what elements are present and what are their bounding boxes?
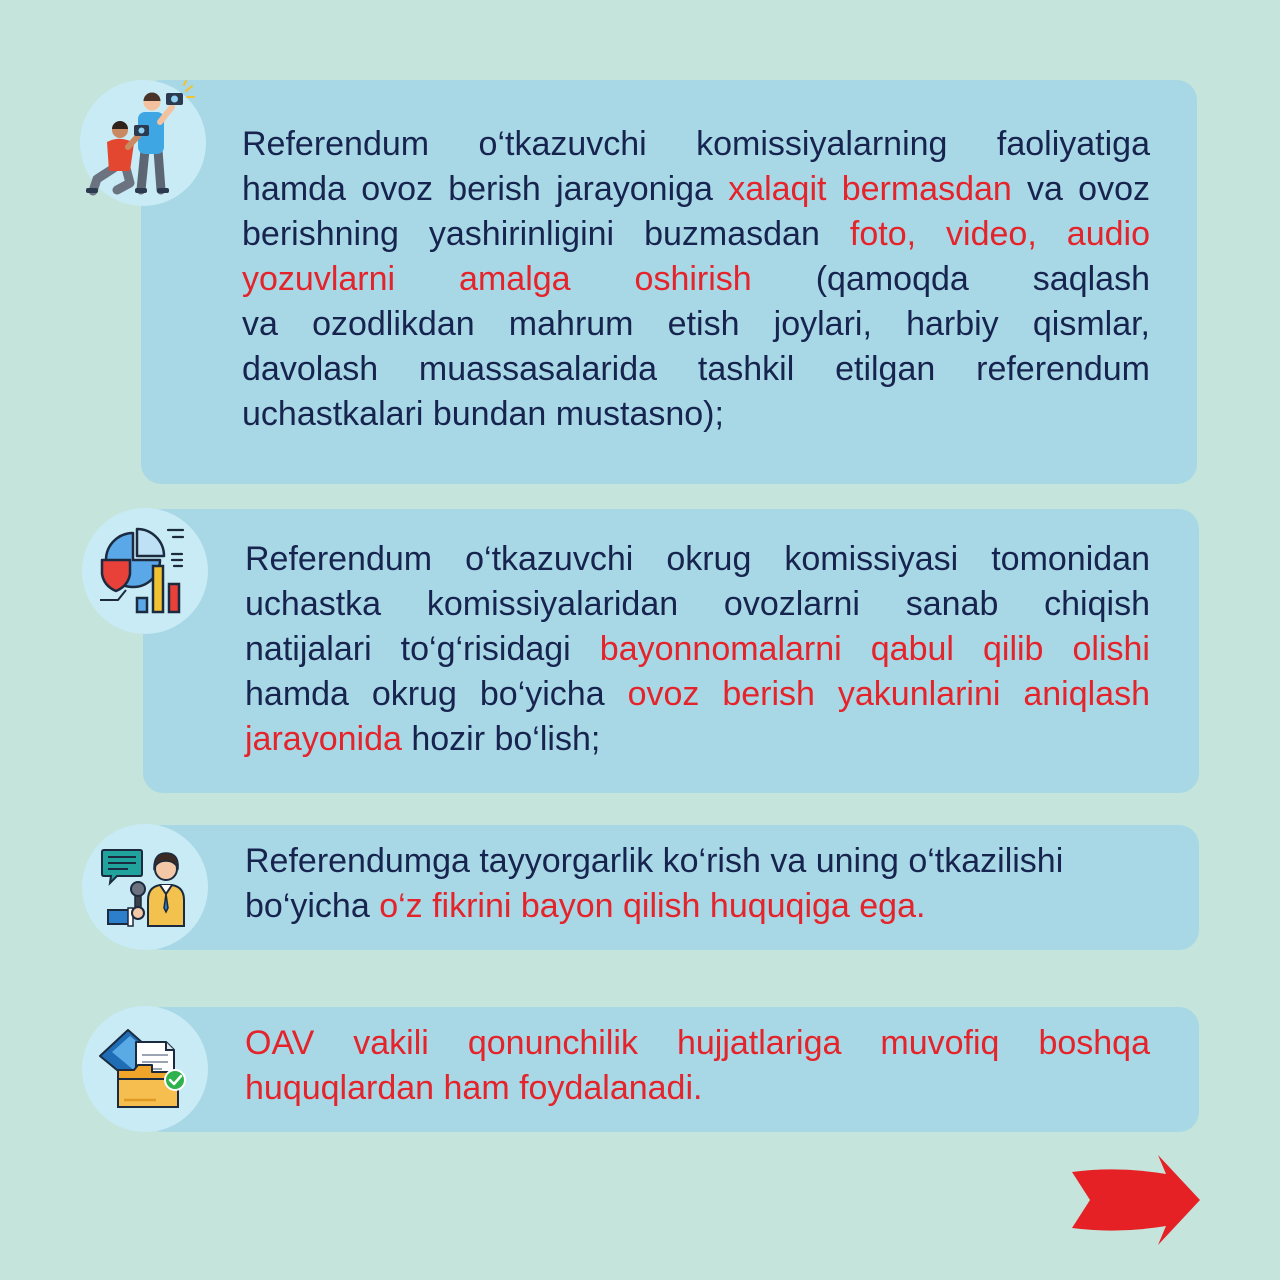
text-segment: uchastkalari bundan mustasno); xyxy=(242,395,724,433)
text-segment: hozir bo‘lish; xyxy=(401,720,601,758)
card-3-line xyxy=(245,839,1150,884)
text-segment: hamda ovoz berish jarayoniga xyxy=(242,170,729,208)
highlight-text: xalaqit bermasdan xyxy=(728,170,1012,208)
card-2-line xyxy=(245,627,1150,672)
statistics-chart-icon xyxy=(82,508,208,634)
text-segment: (qamoqda saqlash xyxy=(751,260,1150,298)
card-1-text xyxy=(242,122,1150,437)
arrow-right-icon[interactable] xyxy=(1068,1150,1204,1250)
card-3-line xyxy=(245,884,1150,929)
highlight-text: yozuvlarni amalga oshirish xyxy=(242,260,752,298)
card-1-line xyxy=(242,347,1150,392)
highlight-text: huquqlardan ham foydalanadi. xyxy=(245,1069,703,1107)
card-1-line xyxy=(242,392,1150,437)
card-2-line xyxy=(245,537,1150,582)
text-segment: berishning yashirinligini buzmasdan xyxy=(242,215,850,253)
card-4-line xyxy=(245,1021,1150,1066)
highlight-text: ovoz berish yakunlarini aniqlash xyxy=(627,675,1150,713)
icon-circle-4 xyxy=(82,1006,208,1132)
card-1-line xyxy=(242,122,1150,167)
text-segment: davolash muassasalarida tashkil etilgan referendum xyxy=(242,350,1150,388)
highlight-text: bayonnomalarni qabul qilib olishi xyxy=(599,630,1150,668)
icon-circle-2 xyxy=(82,508,208,634)
card-1-line xyxy=(242,167,1150,212)
text-segment: va ovoz xyxy=(1011,170,1150,208)
icon-circle-1 xyxy=(80,80,206,206)
journalist-microphone-icon xyxy=(82,824,208,950)
text-segment: Referendum o‘tkazuvchi komissiyalarning faoliyatiga xyxy=(242,125,1150,163)
highlight-text: OAV vakili qonunchilik hujjatlariga muvofiq boshqa xyxy=(245,1024,1150,1062)
text-segment: natijalari to‘g‘risidagi xyxy=(245,630,600,668)
highlight-text: jarayonida xyxy=(245,720,402,758)
card-3-text xyxy=(245,839,1150,929)
text-segment: hamda okrug bo‘yicha xyxy=(245,675,628,713)
text-segment: bo‘yicha xyxy=(245,887,380,925)
text-segment: va ozodlikdan mahrum etish joylari, harbiy qismlar, xyxy=(242,305,1150,343)
highlight-text: o‘z fikrini bayon qilish huquqiga ega. xyxy=(379,887,926,925)
card-1-line xyxy=(242,302,1150,347)
card-4-line xyxy=(245,1066,1150,1111)
card-2-line xyxy=(245,717,1150,762)
card-1-line xyxy=(242,257,1150,302)
card-2-line xyxy=(245,582,1150,627)
card-2-text xyxy=(245,537,1150,762)
text-segment: uchastka komissiyalaridan ovozlarni sanab chiqish xyxy=(245,585,1150,623)
card-1-line xyxy=(242,212,1150,257)
card-4-text xyxy=(245,1021,1150,1111)
highlight-text: foto, video, audio xyxy=(849,215,1150,253)
documents-folder-icon xyxy=(82,1006,208,1132)
icon-circle-3 xyxy=(82,824,208,950)
text-segment: Referendum o‘tkazuvchi okrug komissiyasi tomonidan xyxy=(245,540,1150,578)
photographers-icon xyxy=(80,80,206,206)
text-segment: Referendumga tayyorgarlik ko‘rish va uning o‘tkazilishi xyxy=(245,842,1064,880)
card-2-line xyxy=(245,672,1150,717)
